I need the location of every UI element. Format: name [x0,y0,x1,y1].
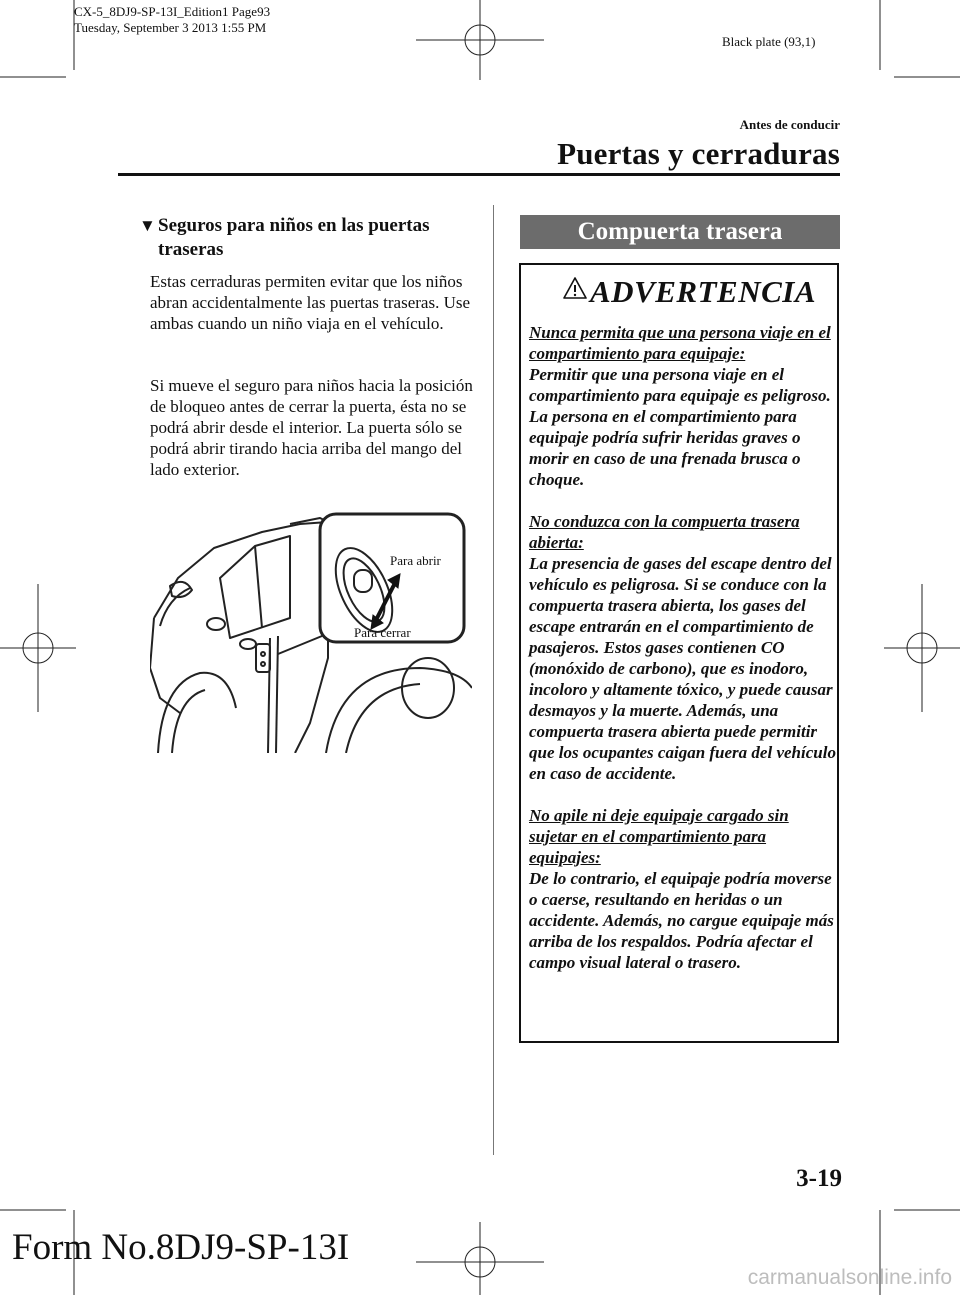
print-info-file: CX-5_8DJ9-SP-13I_Edition1 Page93 [74,4,271,19]
warning-block-3 [529,805,837,973]
label-close: Para cerrar [354,625,411,640]
chapter-title: Puertas y cerraduras [557,136,840,171]
subheading [139,214,484,262]
warning-block-1 [529,322,837,490]
paragraph-1: Estas cerraduras permiten evitar que los niños abran accidentalmente las puertas traseras. Use ambas cuando un niño viaja en el vehículo. [150,272,471,333]
page-number: 3-19 [796,1165,842,1192]
child-lock-illustration [150,508,472,753]
section-bar-compuerta: Compuerta trasera [520,215,840,249]
subheading-text: Seguros para niños en las puertas traseras [158,215,430,260]
column-separator [493,205,494,1155]
print-info-date: Tuesday, September 3 2013 1:55 PM [74,20,267,35]
warning-triangle-icon [563,276,587,300]
plate-label: Black plate (93,1) [722,34,816,49]
warning-text [529,322,837,994]
warning-heading [563,274,823,314]
warning-block-title: No apile ni deje equipaje cargado sin sujetar en el compartimiento para equipajes: [529,806,789,867]
watermark: carmanualsonline.info [747,1266,952,1289]
label-open: Para abrir [390,553,441,568]
section-title: Antes de conducir [739,117,840,132]
warning-block-title: Nunca permita que una persona viaje en el compartimiento para equipaje: [529,323,831,363]
warning-block-title: No conduzca con la compuerta trasera abierta: [529,512,800,552]
warning-block-2 [529,511,837,784]
header-rule [118,173,840,176]
paragraph-2: Si mueve el seguro para niños hacia la posición de bloqueo antes de cerrar la puerta, ésta no se podrá abrir desde el interior. La puerta sólo se podrá abrir tirando hacia arriba del mango del lado exterior. [150,376,473,479]
warning-block-body: De lo contrario, el equipaje podría moverse o caerse, resultando en heridas o un accidente. Además, no cargue equipaje más arriba de los respaldos. Podría afectar el campo visual lateral o trasero. [529,869,834,972]
warning-heading-text: ADVERTENCIA [590,274,817,309]
triangle-bullet-icon: ▼ [139,216,156,235]
warning-block-body: Permitir que una persona viaje en el compartimiento para equipaje es peligroso. La persona en el compartimiento para equipaje podría sufrir heridas graves o morir en caso de una frenada brusca o choque. [529,365,831,489]
form-number: Form No.8DJ9-SP-13I [12,1227,350,1268]
warning-block-body: La presencia de gases del escape dentro del vehículo es peligrosa. Si se conduce con la compuerta trasera abierta, los gases del escape entrarán en el compartimiento de pasajeros. Estos gases contienen CO (monóxido de carbono), que es inodoro, incoloro y altamente tóxico, y puede causar desmayos y la muerte. Además, una compuerta trasera abierta puede permitir que los ocupantes caigan fuera del vehículo en caso de accidente. [529,554,836,783]
print-info [74,4,270,36]
